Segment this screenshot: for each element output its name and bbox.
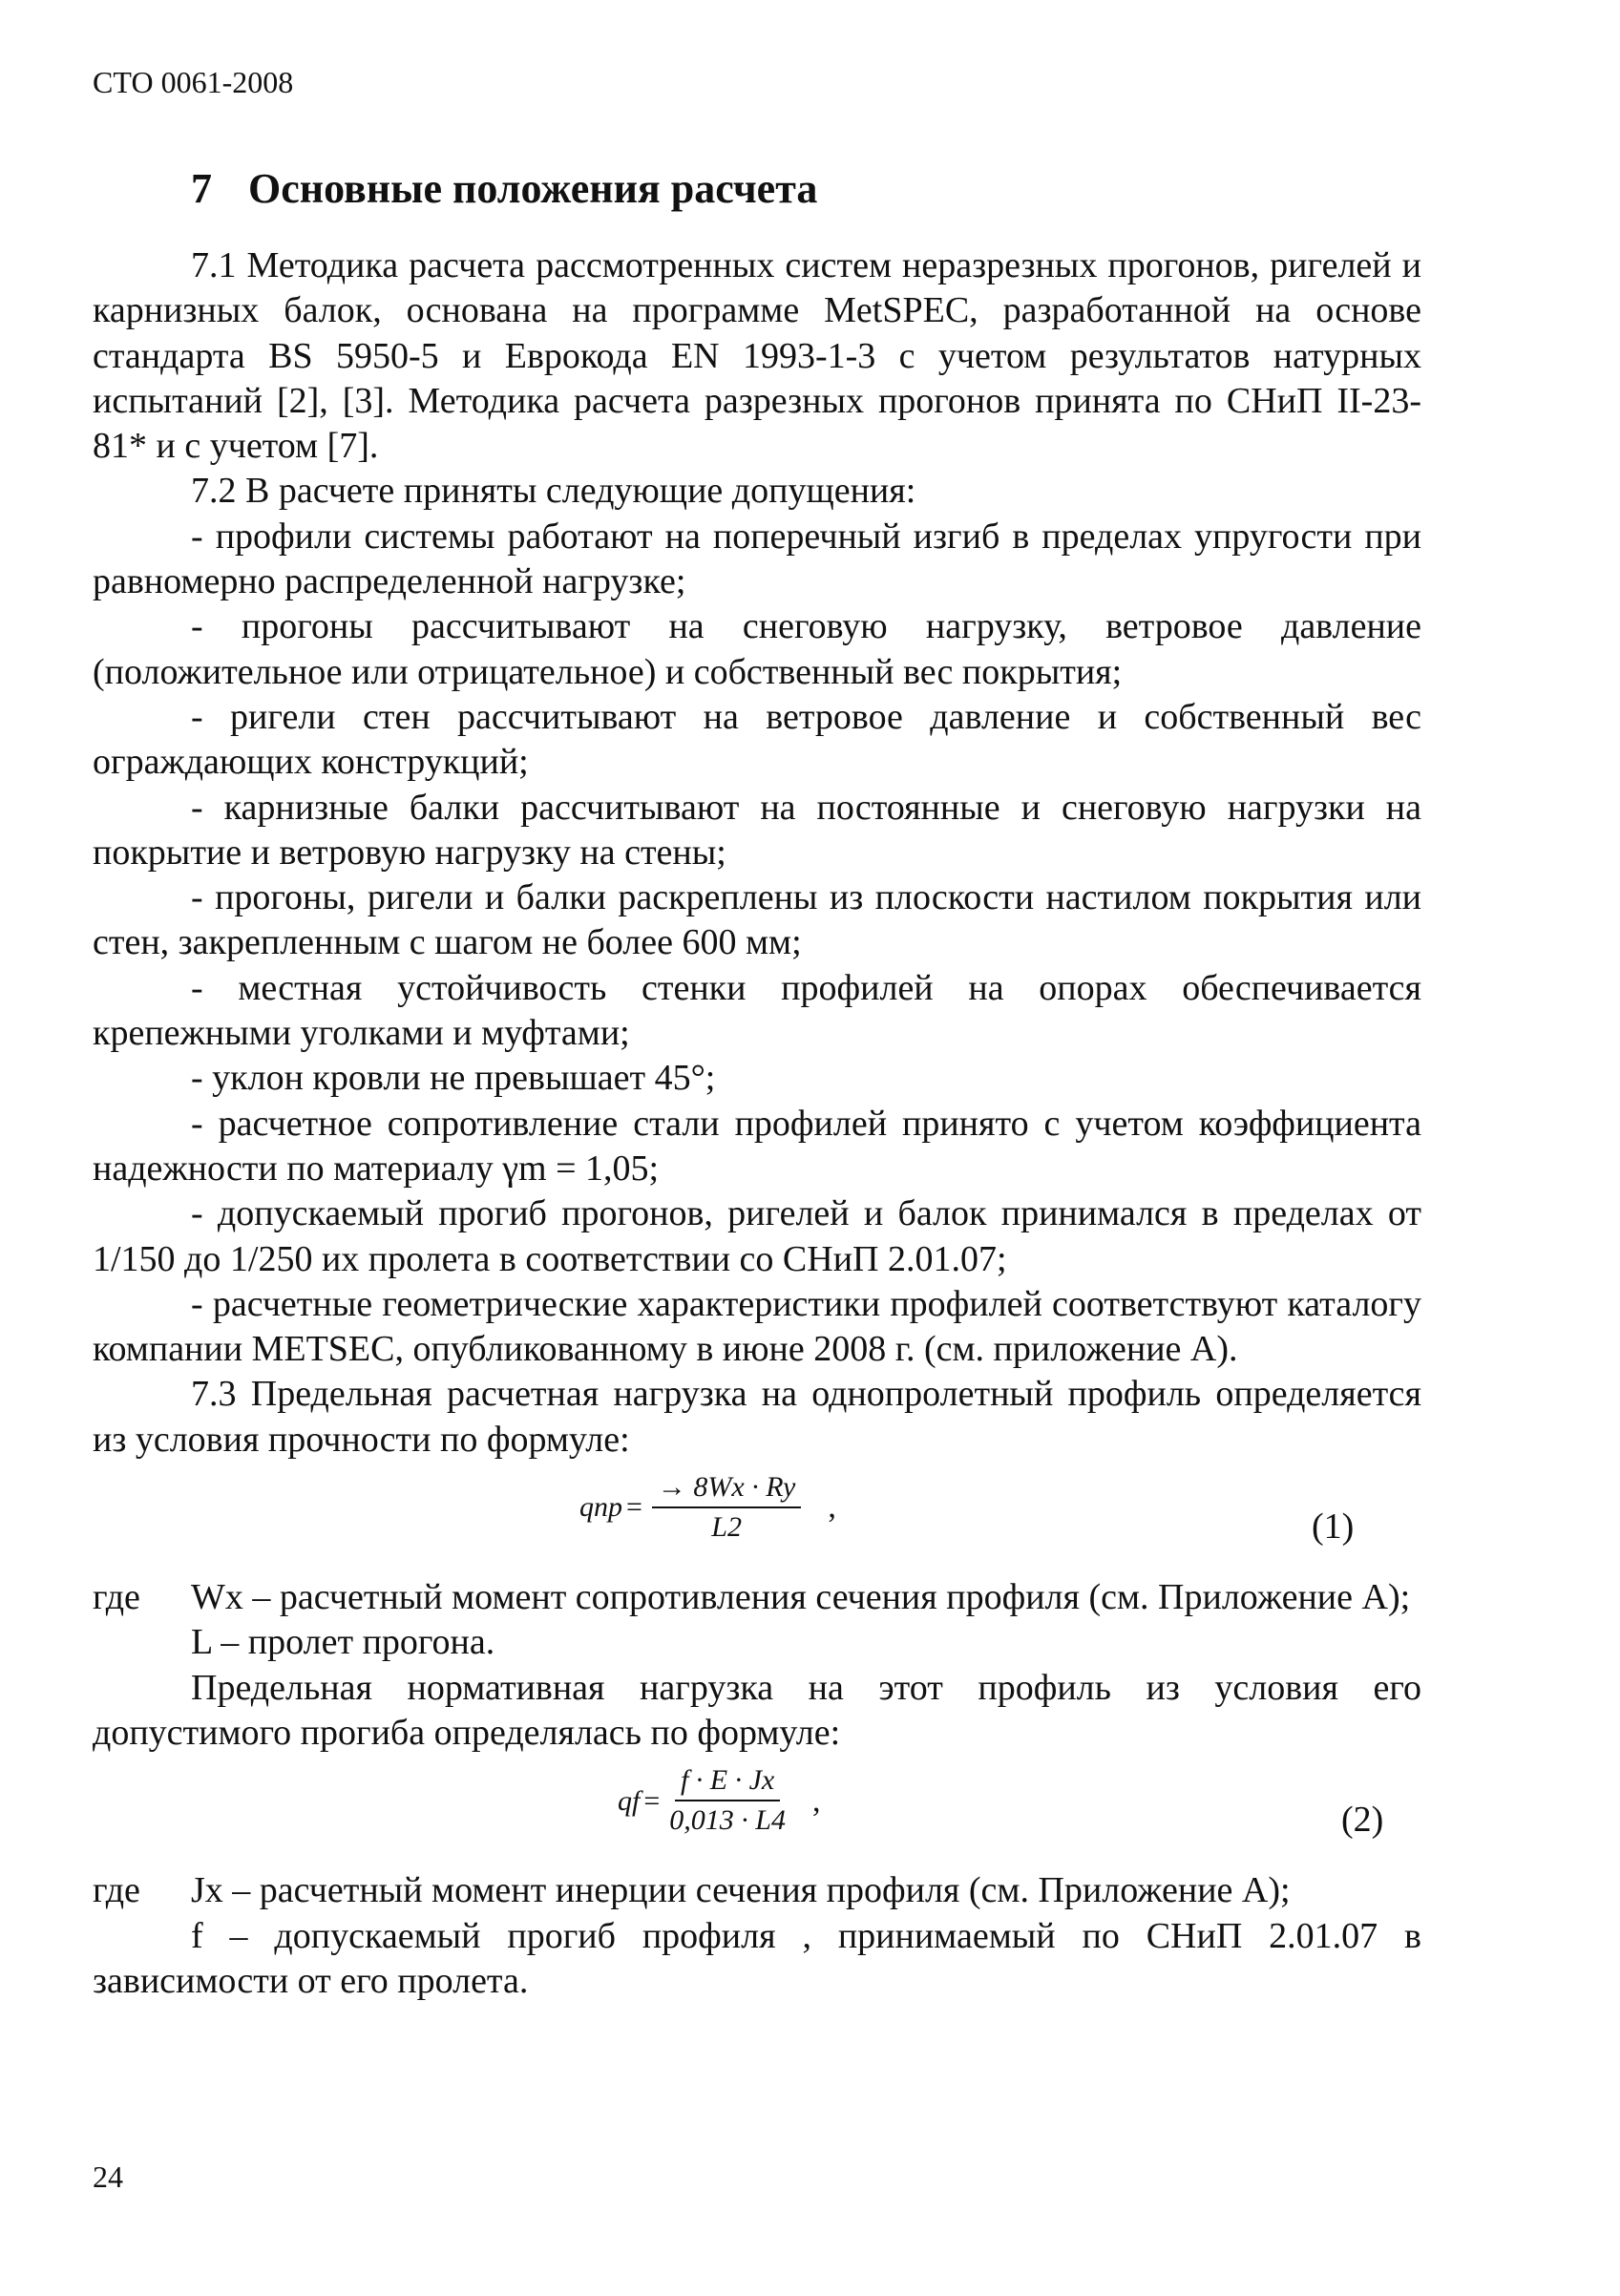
- section-heading: [191, 164, 817, 213]
- paragraph-7-3: 7.3 Предельная расчетная нагрузка на однопролетный профиль определяется из условия прочности по формуле:: [93, 1374, 1421, 1460]
- definition-l: L – пролет прогона.: [191, 1622, 495, 1663]
- formula-2-comma: ,: [811, 1782, 821, 1819]
- page-number: 24: [93, 2159, 123, 2194]
- section-title-text: Основные положения расчета: [248, 165, 818, 212]
- where-wx: [93, 1575, 1421, 1620]
- assumption-item: - ригели стен рассчитывают на ветровое давление и собственный вес ограждающих конструкций;: [93, 696, 1421, 783]
- assumption-item: - прогоны рассчитывают на снеговую нагрузку, ветровое давление (положительное или отрицательное) и собственный вес покрытия;: [93, 606, 1421, 692]
- assumption-item: - карнизные балки рассчитывают на постоянные и снеговую нагрузки на покрытие и ветровую нагрузку на стены;: [93, 787, 1421, 873]
- formula-2-numerator: f · E · Jx: [675, 1761, 780, 1801]
- definition-f: f – допускаемый прогиб профиля , принимаемый по СНиП 2.01.07 в зависимости от его пролета.: [93, 1915, 1421, 2001]
- assumption-item: - прогоны, ригели и балки раскреплены из плоскости настилом покрытия или стен, закрепленным с шагом не более 600 мм;: [93, 877, 1421, 963]
- assumption-item: - уклон кровли не превышает 45°;: [191, 1058, 716, 1099]
- paragraph-7-1: 7.1 Методика расчета рассмотренных систем неразрезных прогонов, ригелей и карнизных балок, основана на программе MetSPEC, разработанной на основе стандарта BS 5950-5 и Еврокода EN 1993-1-3 с учетом результатов натурных испытаний [2], [3]. Методика расчета разрезных прогонов принята по СНиП II-23-81* и с учетом [7].: [93, 245, 1421, 467]
- definition-jx: Jx – расчетный момент инерции сечения профиля (см. Приложение А);: [191, 1870, 1291, 1911]
- document-body: [93, 243, 1421, 2004]
- formula-1-expression: qпр = $\frac{\to 8Wx \cdot Ry}{L2}$ ,: [579, 1468, 836, 1547]
- definition-wx: Wx – расчетный момент сопротивления сечения профиля (см. Приложение А);: [191, 1577, 1411, 1618]
- formula-1: [93, 1468, 1421, 1573]
- formula-2-number: (2): [1341, 1800, 1384, 1841]
- formula-1-numerator: → 8Wx · Ry: [652, 1468, 801, 1508]
- assumption-item: - допускаемый прогиб прогонов, ригелей и балок принимался в пределах от 1/150 до 1/250 их пролета в соответствии со СНиП 2.01.07;: [93, 1193, 1421, 1279]
- where-jx: [93, 1868, 1421, 1913]
- section-number: 7: [191, 165, 212, 212]
- formula-2-expression: qf = $\frac{f \cdot E \cdot Jx}{0,013 \cdot L4}$ ,: [618, 1761, 820, 1840]
- where-label: где: [93, 1577, 140, 1618]
- document-code-header: СТО 0061-2008: [93, 65, 294, 99]
- formula-1-fraction: [652, 1468, 801, 1547]
- assumption-item: - профили системы работают на поперечный изгиб в пределах упругости при равномерно распределенной нагрузке;: [93, 516, 1421, 602]
- assumption-item: - расчетное сопротивление стали профилей принято с учетом коэффициента надежности по материалу γm = 1,05;: [93, 1103, 1421, 1189]
- formula-1-denominator: L2: [711, 1511, 742, 1544]
- formula-1-lhs: qпр: [579, 1491, 622, 1524]
- formula-1-number: (1): [1312, 1506, 1355, 1548]
- assumption-item: - местная устойчивость стенки профилей на опорах обеспечивается крепежными уголками и муфтами;: [93, 967, 1421, 1054]
- paragraph-7-2: 7.2 В расчете приняты следующие допущения:: [191, 471, 916, 512]
- assumption-item: - расчетные геометрические характеристики профилей соответствуют каталогу компании METSEC, опубликованному в июне 2008 г. (см. приложение А).: [93, 1283, 1421, 1370]
- formula-2: [93, 1761, 1421, 1866]
- paragraph-normative-load: Предельная нормативная нагрузка на этот профиль из условия его допустимого прогиба определялась по формуле:: [93, 1667, 1421, 1753]
- formula-1-comma: ,: [828, 1489, 836, 1526]
- formula-2-fraction: [669, 1761, 786, 1840]
- formula-2-denominator: 0,013 · L4: [669, 1804, 786, 1837]
- where-label: где: [93, 1870, 140, 1911]
- formula-2-lhs: qf: [618, 1784, 641, 1817]
